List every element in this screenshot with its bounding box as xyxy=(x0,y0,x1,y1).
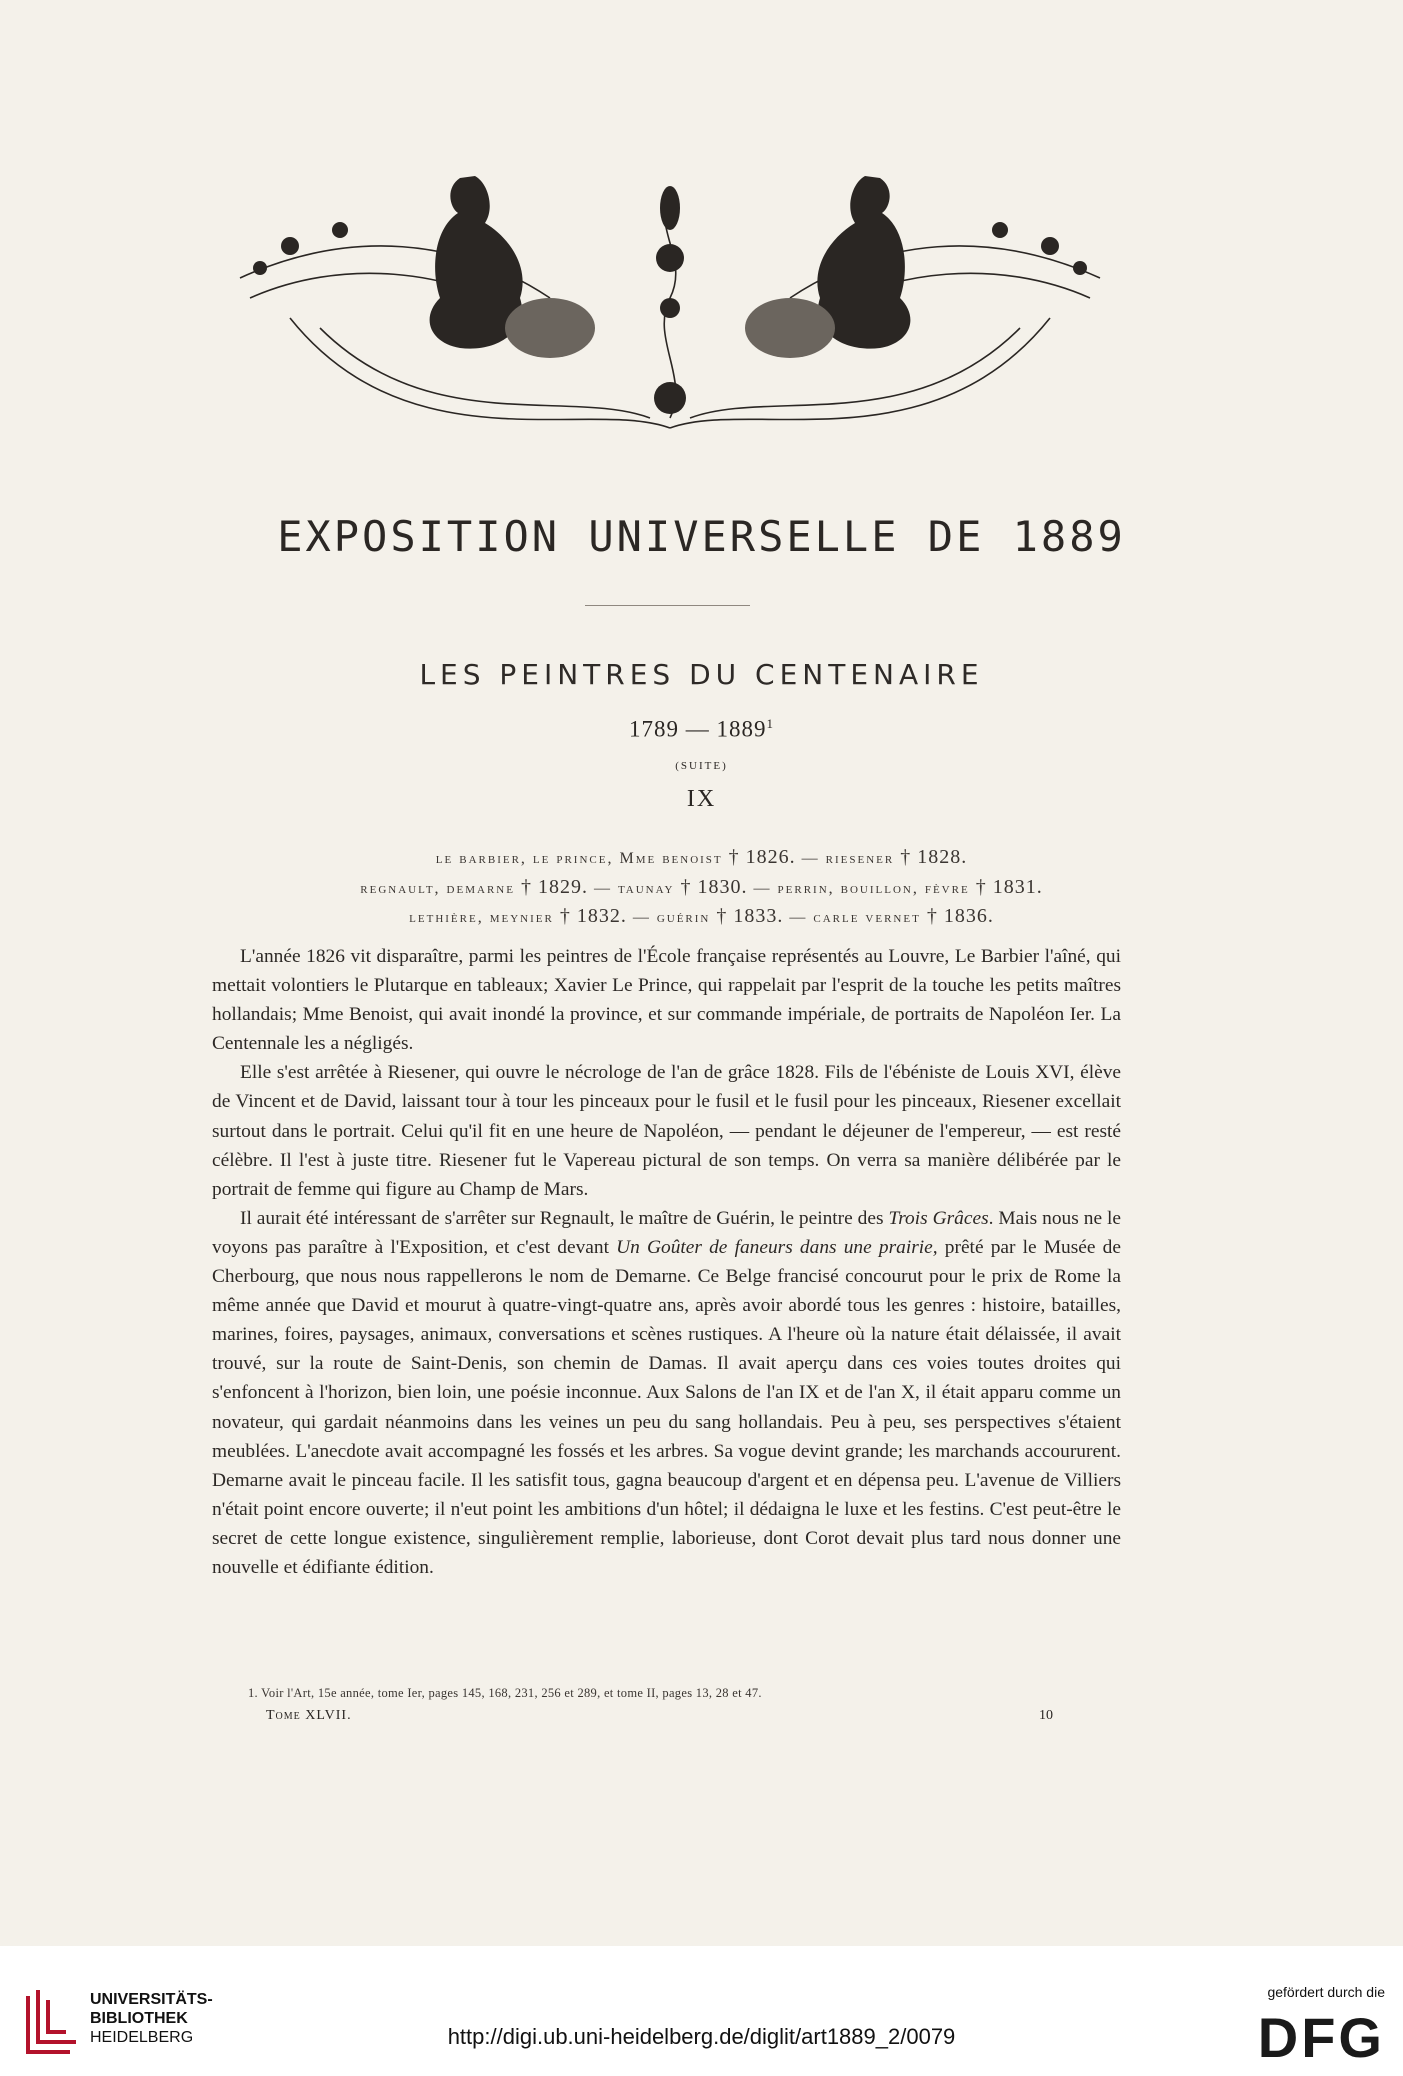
title-divider xyxy=(585,605,750,606)
paragraph: L'année 1826 vit disparaître, parmi les peintres de l'École française représentés au Louvre, Le Barbier l'aîné, qui mettait volontiers le Plutarque en tableaux; Xavier Le Prince, qui rappelait par l'esprit de la touche les petits maîtres hollandais; Mme Benoist, qui avait inondé la province, et sur commande impériale, de portraits de Napoléon Ier. La Centennale les a négligés. xyxy=(212,946,1121,1055)
paragraph: Il aurait été intéressant de s'arrêter sur Regnault, le maître de Guérin, le peintre des Trois Grâces. Mais nous ne le voyons pas paraître à l'Exposition, et c'est devant Un Goûter de faneurs dans une prairie, prêté par le Musée de Cherbourg, que nous nous rappellerons le nom de Demarne. Ce Belge francisé concourut pour le prix de Rome la même année que David et mourut à quatre-vingt-quatre ans, après avoir abordé tous les genres : histoire, batailles, marines, foires, paysages, animaux, conversations et scènes rustiques. A l'heure où la nature était délaissée, il avait trouvé, sur la route de Saint-Denis, son chemin de Damas. Il avait aperçu dans ces voies toutes droites qui s'enfoncent à l'horizon, bien loin, une poésie inconnue. Aux Salons de l'an IX et de l'an X, il était apparu comme un novateur, qui gardait néanmoins dans les veines un peu du sang hollandais. Peu à peu, ses perspectives s'étaient meublées. L'anecdote avait accompagné les fossés et les arbres. Sa vogue devint grande; les marchands accoururent. Demarne avait le pinceau facile. Il les satisfit tous, gagna beaucoup d'argent et en dépensa peu. L'avenue de Villiers n'était point encore ouverte; il n'eut point les ambitions d'un hôtel; il dédaigna le luxe et les festins. C'est peut-être le secret de cette longue existence, singulièrement remplie, laborieuse, dont Corot devait plus tard nous donner une nouvelle et édifiante édition. xyxy=(212,1207,1121,1578)
dfg-logo: DFG xyxy=(1257,2006,1385,2069)
source-url-link[interactable]: http://digi.ub.uni-heidelberg.de/diglit/art1889_2/0079 xyxy=(447,2024,956,2049)
ornamental-headpiece xyxy=(230,168,1110,473)
footnote-marker: 1 xyxy=(766,716,774,731)
page-title: EXPOSITION UNIVERSELLE DE 1889 xyxy=(277,512,1126,561)
page-number: 10 xyxy=(1039,1708,1053,1723)
library-name: UNIVERSITÄTS- BIBLIOTHEK HEIDELBERG xyxy=(90,1991,213,2046)
article-body xyxy=(212,942,1121,1582)
article-subtitle: LES PEINTRES DU CENTENAIRE xyxy=(419,658,984,691)
funding-label: gefördert durch die xyxy=(1267,1984,1385,2000)
summary-line-3: lethière, meynier † 1832. — guérin † 1833. — carle vernet † 1836. xyxy=(409,905,994,927)
summary-line-2: regnault, demarne † 1829. — taunay † 1830. — perrin, bouillon, fèvre † 1831. xyxy=(360,876,1043,898)
paragraph: Elle s'est arrêtée à Riesener, qui ouvre le nécrologe de l'an de grâce 1828. Fils de l'ébéniste de Louis XVI, élève de Vincent et de David, laissant tour à tour les pinceaux pour le fusil et le fusil pour les pinceaux, Riesener excellait surtout dans le portrait. Celui qu'il fit en une heure de Napoléon, — pendant le déjeuner de l'empereur, — est resté célèbre. Il l'est à juste titre. Riesener fut le Vapereau pictural de son temps. On verra sa manière délibérée par le portrait de femme qui figure au Champ de Mars. xyxy=(212,1062,1121,1200)
footnote: 1. Voir l'Art, 15e année, tome Ier, pages 145, 168, 231, 256 et 289, et tome II, pages 13, 28 et 47. xyxy=(248,1686,762,1700)
date-range: 1789 — 1889$^1$ xyxy=(629,716,774,742)
section-number: IX xyxy=(686,786,717,812)
volume-label: Tome XLVII. xyxy=(266,1708,352,1723)
suite-label: (SUITE) xyxy=(675,760,728,772)
summary-line-1: le barbier, le prince, Mme benoist † 1826. — riesener † 1828. xyxy=(435,846,968,868)
